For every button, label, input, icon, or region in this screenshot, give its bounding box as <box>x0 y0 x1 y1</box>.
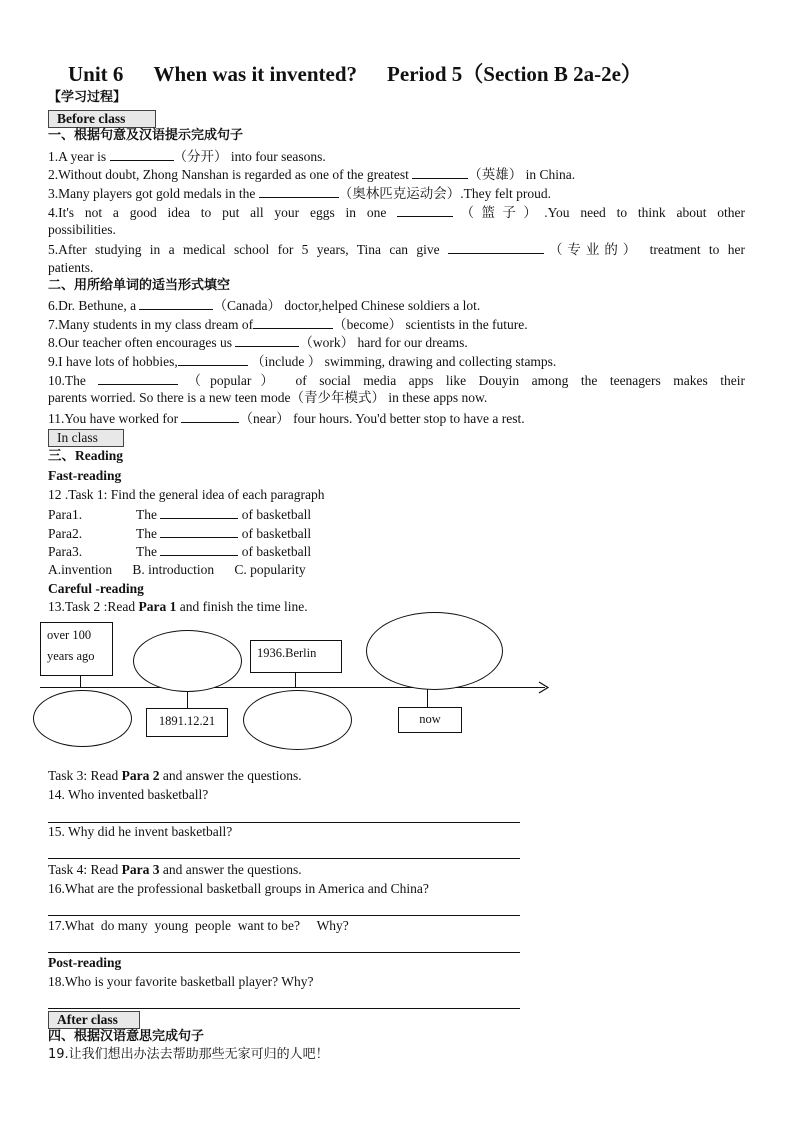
answer-blank[interactable] <box>448 241 544 254</box>
question-5-cont: patients. <box>48 260 94 275</box>
task3-text: Task 3: Read Para 2 and answer the questions. <box>48 768 302 783</box>
question-14: 14. Who invented basketball? <box>48 787 209 802</box>
part2-heading: 二、用所给单词的适当形式填空 <box>48 278 231 293</box>
timeline-box-now: now <box>398 707 462 733</box>
before-class-tag: Before class <box>48 110 156 128</box>
process-label: 【学习过程】 <box>48 90 127 105</box>
question-15: 15. Why did he invent basketball? <box>48 824 233 839</box>
answer-blank[interactable] <box>139 297 213 310</box>
question-16: 16.What are the professional basketball groups in America and China? <box>48 881 429 896</box>
task2-text: 13.Task 2 :Read Para 1 and finish the time line. <box>48 599 308 614</box>
part4-heading: 四、根据汉语意思完成句子 <box>48 1029 205 1044</box>
post-reading-label: Post-reading <box>48 955 122 970</box>
question-2: 2.Without doubt, Zhong Nanshan is regarded as one of the greatest （英雄） in China. <box>48 167 576 182</box>
para2-row: Para2. The of basketball <box>48 526 312 541</box>
arrow-right-icon <box>538 681 550 694</box>
question-3: 3.Many players got gold medals in the （奥林匹克运动会）.They felt proud. <box>48 186 551 201</box>
answer-line[interactable] <box>48 952 520 953</box>
part3-heading: 三、Reading <box>48 448 124 463</box>
question-4-cont: possibilities. <box>48 222 116 237</box>
question-6: 6.Dr. Bethune, a （Canada） doctor,helped Chinese soldiers a lot. <box>48 298 481 313</box>
answer-blank[interactable] <box>160 506 238 519</box>
timeline-blank-ellipse[interactable] <box>33 690 132 747</box>
period-label: Period 5（Section B 2a-2e） <box>387 62 642 86</box>
in-class-tag: In class <box>48 429 124 447</box>
timeline-blank-ellipse[interactable] <box>366 612 503 690</box>
question-10: 10.The （popular） of social media apps like Douyin among the teenagers makes their <box>48 373 745 388</box>
part1-heading: 一、根据句意及汉语提示完成句子 <box>48 128 244 143</box>
answer-line[interactable] <box>48 1008 520 1009</box>
question-17: 17.What do many young people want to be? Why? <box>48 918 349 933</box>
answer-blank[interactable] <box>160 543 238 556</box>
question-4: 4.It's not a good idea to put all your eggs in one （篮子）.You need to think about other <box>48 205 745 220</box>
fast-reading-label: Fast-reading <box>48 468 122 483</box>
question-1: 1.A year is （分开） into four seasons. <box>48 149 326 164</box>
answer-blank[interactable] <box>178 353 248 366</box>
answer-blank[interactable] <box>412 166 468 179</box>
answer-blank[interactable] <box>397 204 453 217</box>
unit-label: Unit 6 <box>68 62 124 86</box>
answer-line[interactable] <box>48 858 520 859</box>
timeline-blank-ellipse[interactable] <box>243 690 352 750</box>
timeline-box-1936-berlin: 1936.Berlin <box>250 640 342 673</box>
timeline-box-over-100-years: over 100 years ago <box>40 622 113 676</box>
question-18: 18.Who is your favorite basketball player? Why? <box>48 974 314 989</box>
careful-reading-label: Careful -reading <box>48 581 144 596</box>
question-9: 9.I have lots of hobbies, （include ） swimming, drawing and collecting stamps. <box>48 354 557 369</box>
question-10-cont: parents worried. So there is a new teen mode（青少年模式） in these apps now. <box>48 390 488 405</box>
answer-blank[interactable] <box>259 185 339 198</box>
question-5: 5.After studying in a medical school for 5 years, Tina can give （专业的） treatment to her <box>48 242 745 257</box>
after-class-tag: After class <box>48 1011 140 1029</box>
unit-question: When was it invented? <box>153 62 358 86</box>
answer-blank[interactable] <box>98 372 178 385</box>
answer-line[interactable] <box>48 915 520 916</box>
answer-blank[interactable] <box>253 316 333 329</box>
answer-blank[interactable] <box>110 148 174 161</box>
task1-text: 12 .Task 1: Find the general idea of each paragraph <box>48 487 325 502</box>
question-8: 8.Our teacher often encourages us （work） hard for our dreams. <box>48 335 468 350</box>
question-11: 11.You have worked for （near） four hours. You'd better stop to have a rest. <box>48 411 525 426</box>
answer-blank[interactable] <box>235 334 299 347</box>
answer-blank[interactable] <box>160 525 238 538</box>
timeline-box-1891: 1891.12.21 <box>146 708 228 737</box>
task4-text: Task 4: Read Para 3 and answer the questions. <box>48 862 302 877</box>
para1-row: Para1. The of basketball <box>48 507 312 522</box>
answer-blank[interactable] <box>181 410 239 423</box>
question-19: 19.让我们想出办法去帮助那些无家可归的人吧！ <box>48 1047 329 1062</box>
page-title <box>68 58 672 88</box>
para3-row: Para3. The of basketball <box>48 544 312 559</box>
timeline-blank-ellipse[interactable] <box>133 630 242 692</box>
question-7: 7.Many students in my class dream of （become） scientists in the future. <box>48 317 528 332</box>
options-row: A.invention B. introduction C. popularity <box>48 562 306 577</box>
answer-line[interactable] <box>48 822 520 823</box>
timeline-axis <box>40 687 545 688</box>
